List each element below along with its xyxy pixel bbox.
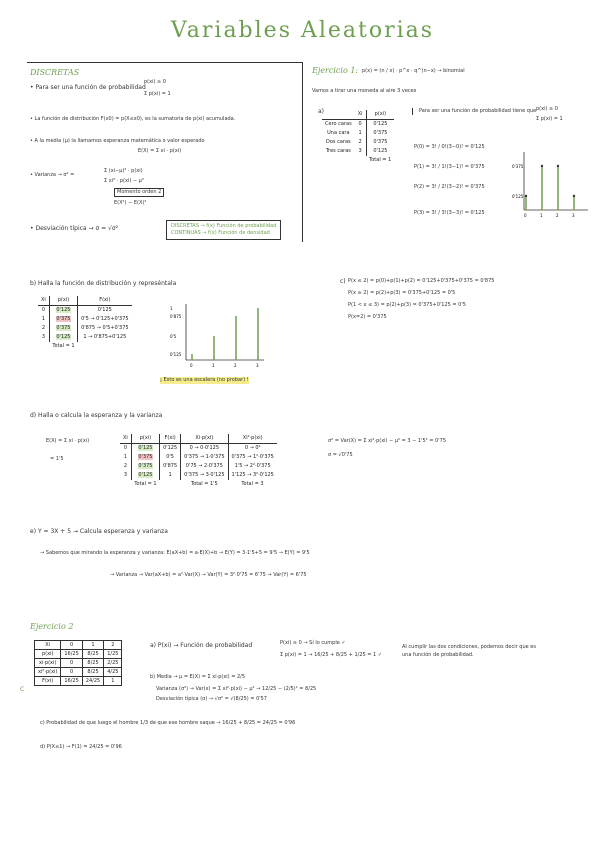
table-row: 3 0'125 1 → 0'875+0'125 (38, 333, 132, 342)
ej2-c: c) Probabilidad de que luego el hombre 1/3 de que ese hombre saque → 16/25 + 8/25 = 24/25 = 0'96 (40, 720, 296, 726)
ej2-a: a) P(xi) → Función de probabilidad (150, 642, 253, 649)
ej2-grid-table (34, 640, 122, 686)
table-row: F(xi) 16/25 24/25 1 (35, 677, 122, 686)
legend-continuas: CONTINUAS → f(x) Función de densidad (171, 230, 270, 236)
ej1e-line-2: → Varianza → Var(aX+b) = a²·Var(X) → Var(Y) = 3²·0'75 = 6'75 → Var(Y) = 6'75 (110, 572, 307, 578)
ejercicio-1-block (312, 66, 597, 246)
ej1-probability-chart (512, 148, 592, 218)
table-row: Xi 0 1 2 (35, 641, 122, 650)
page-title: Variables Aleatorias (170, 18, 435, 43)
discretas-line-1: • Para ser una función de probabilidad (30, 84, 146, 91)
discretas-line-4a: Σ (xi−μ)² · p(xi) (104, 168, 143, 174)
ej1c-line-3: P(x=2) = 0'375 (348, 314, 387, 320)
table-row: xi²·p(xi) 0 8/25 4/25 (35, 668, 122, 677)
ej1-formula: p(x) = (n / x) · p^x · q^(n−x) → binomial (362, 68, 465, 74)
ej1b-chart-x-2: 2 (234, 363, 237, 368)
ej1b-heading: b) Halla la función de distribución y represéntala (30, 280, 177, 287)
ej1b-chart-y-1: 0'875 (170, 314, 182, 319)
discretas-line-4: • Varianza → σ² = (30, 172, 75, 178)
ej1-chart-x-1: 1 (540, 213, 543, 218)
ej1-total: Total = 1 (369, 157, 392, 163)
ej1c-line-1: P(x ≥ 2) = p(2)+p(3) = 0'375+0'125 = 0'5 (348, 290, 456, 296)
ej2-d: d) P(X≤1) → F(1) = 24/25 = 0'96 (40, 744, 122, 750)
ej1d-variance: σ² = Var(X) = Σ xi²·p(xi) − μ² = 3 − 1'5² = 0'75 (328, 438, 447, 444)
ej1-chart-x-0: 0 (524, 213, 527, 218)
ej1b-total: Total = 1 (52, 343, 75, 349)
discretas-cond-2: Σ p(xi) = 1 (144, 91, 171, 97)
table-row: 1 0'375 0'5 → 0'125+0'375 (38, 315, 132, 324)
ej1c-heading: c) (340, 278, 346, 285)
ej1b-chart-x-3: 3 (256, 363, 259, 368)
ej1b-chart-y-0: 1 (170, 306, 173, 311)
ej2-heading: Ejercicio 2 (30, 622, 74, 631)
ej1c-line-2: P(1 < x ≤ 3) = p(2)+p(3) = 0'375+0'125 = 0'5 (348, 302, 466, 308)
discretas-line-2: • La función de distribución F(x0) = p(X≤x0), es la sumatoria de p(xi) acumulada. (30, 116, 236, 122)
discretas-line-5: • Desviación típica → σ = √σ² (30, 225, 119, 232)
ej1b-chart-x-0: 0 (190, 363, 193, 368)
ej2-a-cond-1: P(xi) ≥ 0 → Sí lo cumple ✓ (280, 640, 346, 646)
ej2-b-1: b) Media → μ = E(X) = Σ xi·p(xi) = 2/5 (150, 674, 246, 680)
ej1-calc-3: P(3) = 3! / 3!(3−3)! = 0'125 (414, 210, 485, 216)
table-row: 3 0'125 1 0'375 → 3·0'125 1'125 → 3²·0'125 (120, 471, 277, 480)
table-row: Dos caras 2 0'375 (326, 139, 388, 145)
ej1-chart-y-1: 0'125 (512, 194, 524, 199)
table-row: 0 0'125 0'125 0 → 0·0'125 0 → 0² (120, 444, 277, 454)
ej1-th-pxi: p(xi) (366, 110, 394, 120)
ej1d-heading: d) Halla o calcula la esperanza y la varianza (30, 412, 163, 419)
ej1c-line-0: P(x ≤ 2) = p(0)+p(1)+p(2) = 0'125+0'375+0'375 = 0'875 (348, 278, 495, 284)
ej1-chart-x-3: 3 (572, 213, 575, 218)
ej1b-chart-x-1: 1 (212, 363, 215, 368)
ej1b-block (30, 280, 310, 390)
discretas-block (30, 68, 298, 236)
discretas-line-3: • A la media (μ) la llamamos esperanza matemática o valor esperado (30, 138, 205, 144)
table-row: Una cara 1 0'375 (327, 130, 388, 136)
table-row: 0 0'125 0'125 (38, 306, 132, 316)
section-divider (302, 62, 303, 242)
legend-box (166, 220, 281, 240)
ej1d-ex: E(X) = Σ xi · p(xi) (46, 438, 90, 444)
table-row: Cero caras 0 0'125 (325, 121, 388, 127)
ej1-chart-y-0: 0'375 (512, 164, 524, 169)
ej1-heading: Ejercicio 1: (312, 66, 359, 75)
discretas-line-4b: Σ xi² · p(xi) − μ² (104, 178, 144, 184)
ej1e-block (30, 528, 600, 588)
discretas-cond-1: p(xi) ≥ 0 (144, 79, 166, 85)
ej1-part-a: a) (318, 108, 325, 115)
ej2-b-3: Desviación típica (σ) → √σ² = √(8/25) = 0'57 (156, 696, 267, 702)
table-row: p(xi) 16/25 8/25 1/25 (35, 650, 122, 659)
discretas-heading: DISCRETAS (30, 68, 80, 77)
ej1e-line-1: → Sabemos que mirando la esperanza y varianza: E(aX+b) = a·E(X)+b → E(Y) = 3·1'5+5 = 9'5 → E(Y) = 9'5 (40, 550, 310, 556)
ej2-a-note-2: una función de probabilidad. (402, 652, 474, 658)
ej1-note-cond-1: p(xi) ≥ 0 (536, 106, 558, 112)
ej2-a-cond-2: Σ p(xi) = 1 → 16/25 + 8/25 + 1/25 = 1 ✓ (280, 652, 383, 658)
ej1b-distribution-chart (168, 302, 268, 368)
ej1b-table: Xi p(xi) F(xi) 0 0'125 0'125 1 0'375 0'5 → 0'125+0'375 2 0'375 0'875 → 0'5+0'375 3 0'125 1 → 0'875+0'125 Total = 1 (38, 296, 132, 351)
ej2-b-2: Varianza (σ²) → Var(x) = Σ xi²·p(xi) − μ² → 12/25 − (2/5)² = 8/25 (156, 686, 317, 692)
ej1-table (322, 110, 394, 165)
ej1-intro: Vamos a tirar una moneda al aire 3 veces (312, 88, 417, 94)
ej1-calc-1: P(1) = 3! / 1!(3−1)! = 0'375 (414, 164, 485, 170)
ejercicio-2-block (20, 622, 600, 762)
ej1d-block (30, 412, 600, 512)
ej2-a-note-1: Al cumplir las dos condiciones, podemos decir que es (402, 644, 536, 650)
ej1-calc-2: P(2) = 3! / 2!(3−2)! = 0'375 (414, 184, 485, 190)
discretas-line-4d: E(X²) − E(X)² (114, 200, 147, 206)
table-row: xi·p(xi) 0 8/25 2/25 (35, 659, 122, 668)
ej1d-sd: σ = √0'75 (328, 452, 353, 458)
ej1d-table: Xi p(xi) F(xi) Xi·p(xi) Xi²·p(xi) 0 0'125 0'125 0 → 0·0'125 0 → 0² 1 0'375 0'5 0'375 → 1·0'375 0'375 → 1²·0'375 2 0'375 0'875 0'75 → 2·0'375 1'5 → 2²·0'375 3 0'125 1 0'375 → 3·0'125 1'125 → 3²·0'125 Total = 1 Total = 1'5 Total = 3 (120, 434, 277, 489)
ej1e-heading: e) Y = 3X + 5 → Calcula esperanza y varianza (30, 528, 168, 535)
table-row: 2 0'375 0'875 → 0'5+0'375 (38, 324, 132, 333)
ej1b-note: ¡ Esto es una escalera (no probar) ! (160, 377, 249, 383)
ej1b-chart-y-3: 0'125 (170, 352, 182, 357)
table-row: Tres caras 3 0'125 (325, 148, 388, 154)
table-row: 2 0'375 0'875 0'75 → 2·0'375 1'5 → 2²·0'375 (120, 462, 277, 471)
discretas-line-4c: Momento orden 2 (114, 188, 164, 197)
ej1-chart-x-2: 2 (556, 213, 559, 218)
ej1-note-cond-2: Σ p(xi) = 1 (536, 116, 563, 122)
ej2-side-mark: C (20, 686, 25, 693)
ej1b-chart-y-2: 0'5 (170, 334, 177, 339)
table-row: 1 0'375 0'5 0'375 → 1·0'375 0'375 → 1²·0'375 (120, 453, 277, 462)
legend-discretas: DISCRETAS → f(x) Función de probabilidad (171, 223, 277, 229)
section-top-rule (27, 62, 302, 63)
ej1-th-xi: Xi (355, 110, 366, 120)
ej1-note: Para ser una función de probabilidad tiene que (412, 108, 536, 115)
ej1-calc-0: P(0) = 3! / 0!(3−0)! = 0'125 (414, 144, 485, 150)
ej1d-ex-result: = 1'5 (50, 456, 64, 462)
discretas-line-3b: E(X) = Σ xi · p(xi) (138, 148, 182, 154)
